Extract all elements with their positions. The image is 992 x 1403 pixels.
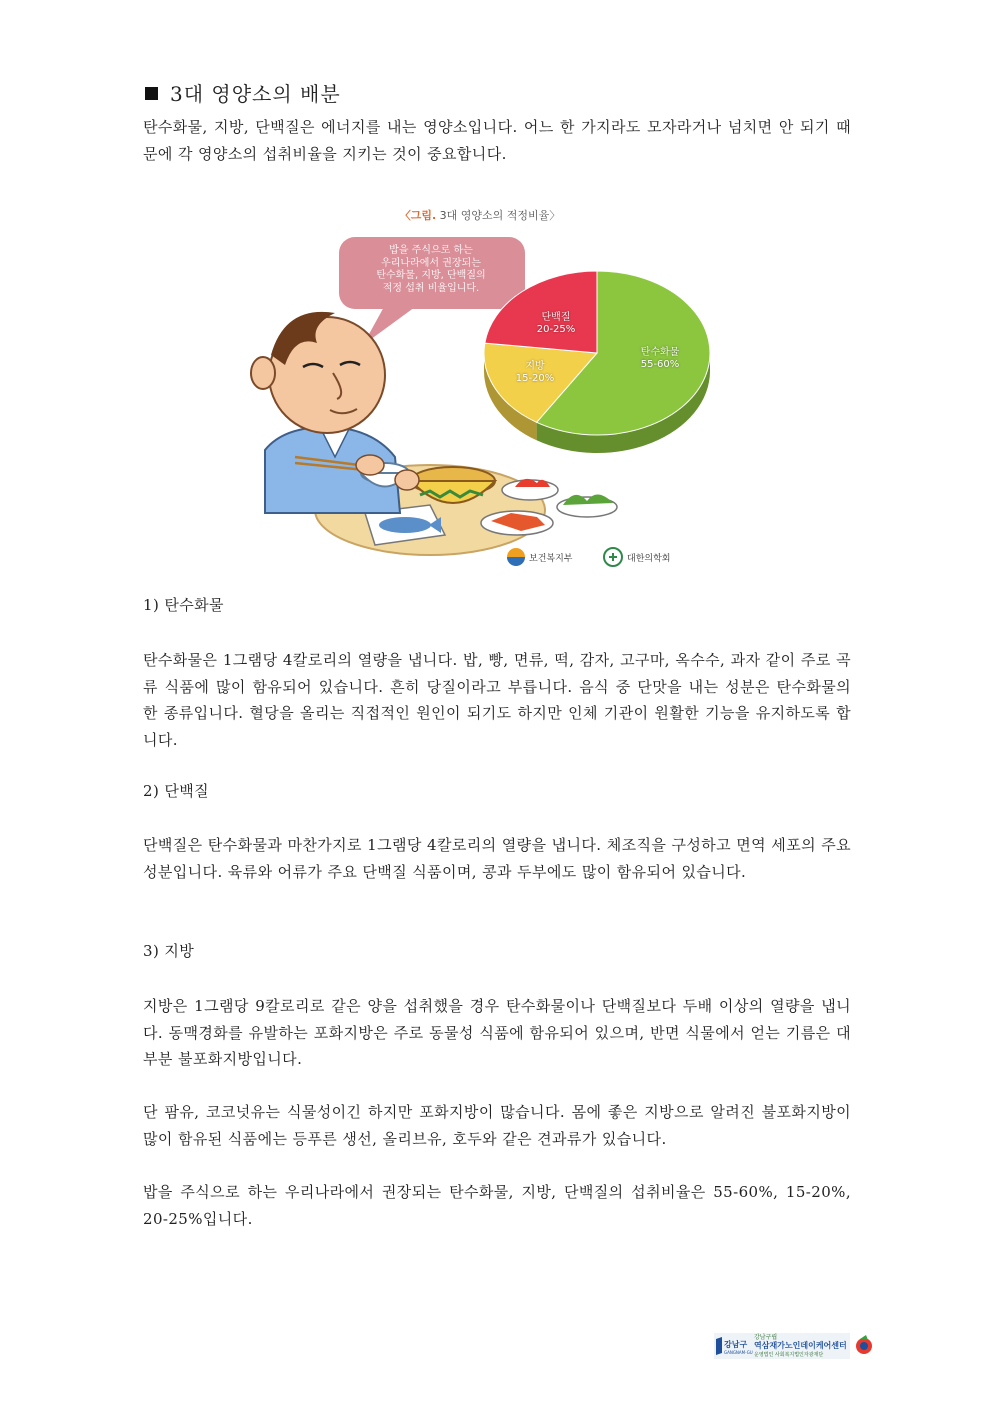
medical-association-logo-text: 대한의학회: [627, 554, 671, 564]
section-title-protein: 2) 단백질: [143, 782, 210, 800]
pie-label-protein: 단백질 20-25%: [536, 312, 576, 335]
medical-association-logo: [604, 548, 622, 566]
bubble-line: 적정 섭취 비율입니다.: [382, 282, 480, 294]
bubble-text: [347, 245, 515, 295]
section-title-fat: 3) 지방: [143, 942, 195, 960]
intro-paragraph: 탄수화물, 지방, 단백질은 에너지를 내는 영양소입니다. 어느 한 가지라도 모자라거나 넘치면 안 되기 때문에 각 영양소의 섭취비율을 지키는 것이 중요합니다.: [143, 118, 851, 163]
side-dish-meat: [481, 511, 553, 535]
bubble-line: 탄수화물, 지방, 단백질의: [376, 270, 486, 281]
section-paragraph: 지방은 1그램당 9칼로리로 같은 양을 섭취했을 경우 탄수화물이나 단백질보다 두배 이상의 열량을 냅니다. 동맥경화를 유발하는 포화지방은 주로 동물성 식품에 함유되어 있으며, 반면 식물에서 얻는 기름은 대부분 불포화지방입니다.: [143, 997, 851, 1068]
footer-district-en: GANGNAM-GU: [724, 1350, 753, 1355]
section-heading: [145, 78, 341, 107]
side-dish-greens: [557, 494, 617, 517]
footer-logo: [714, 1331, 874, 1361]
bubble-line: 우리나라에서 권장되는: [381, 257, 481, 269]
heading-text: 3대 영양소의 배분: [170, 82, 341, 106]
caption-prefix: 〈그림.: [399, 209, 437, 222]
section-title-carbohydrate: 1) 탄수화물: [143, 596, 224, 614]
section-paragraph: 탄수화물은 1그램당 4칼로리의 열량을 냅니다. 밥, 빵, 면류, 떡, 감자, 고구마, 옥수수, 과자 같이 주로 곡류 식품에 많이 함유되어 있습니다. 흔히 당질이라고 부릅니다. 음식 중 단맛을 내는 성분은 탄수화물의 한 종류입니다. 혈당을 올리는 직접적인 원인이 되기도 하지만 인체 기관이 원활한 기능을 유지하도록 합니다.: [143, 651, 851, 749]
ministry-logo-text: 보건복지부: [529, 554, 573, 564]
footer-org-main: 역삼재가노인데이케어센터: [754, 1341, 847, 1350]
footer-district: 강남구: [724, 1340, 748, 1349]
bubble-line: 밥을 주식으로 하는: [389, 245, 473, 256]
pie-label-carbohydrate: 탄수화물 55-60%: [640, 347, 680, 370]
footer-org-sub: 운영법인 사회복지법인자광재단: [754, 1352, 824, 1358]
pie-label-fat: 지방 15-20%: [515, 361, 555, 384]
section-paragraph: 단 팜유, 코코넛유는 식물성이긴 하지만 포화지방이 많습니다. 몸에 좋은 지방으로 알려진 불포화지방이 많이 함유된 식품에는 등푸른 생선, 올리브유, 호두와 같은 견과류가 있습니다.: [143, 1103, 851, 1148]
square-bullet-icon: [145, 87, 158, 100]
man-eating-illustration: [251, 312, 419, 513]
nutrient-ratio-figure: [225, 195, 735, 580]
ministry-logo: [507, 548, 525, 566]
caption-text: 3대 영양소의 적정비율〉: [439, 209, 561, 222]
section-paragraph: 밥을 주식으로 하는 우리나라에서 권장되는 탄수화물, 지방, 단백질의 섭취비율은 55-60%, 15-20%, 20-25%입니다.: [143, 1183, 851, 1228]
footer-org-top: 강남구립: [754, 1334, 778, 1341]
section-paragraph: 단백질은 탄수화물과 마찬가지로 1그램당 4칼로리의 열량을 냅니다. 체조직을 구성하고 면역 세포의 주요성분입니다. 육류와 어류가 주요 단백질 식품이며, 콩과 두부에도 많이 함유되어 있습니다.: [143, 836, 851, 881]
